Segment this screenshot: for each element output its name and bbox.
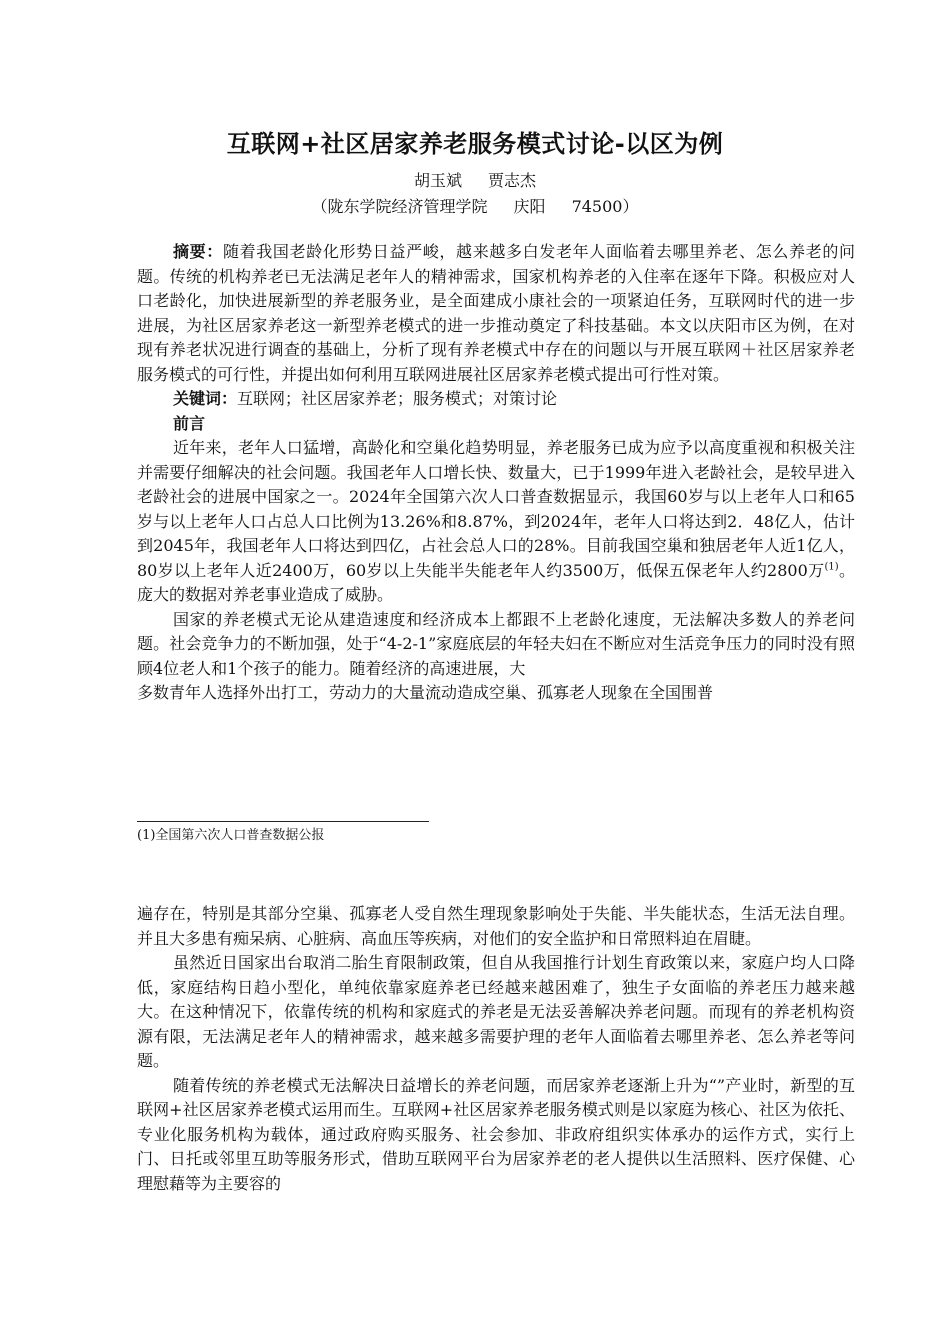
author-name: 胡玉斌 bbox=[413, 171, 462, 190]
keywords bbox=[137, 387, 855, 412]
keywords-text: 互联网；社区居家养老；服务模式；对策讨论 bbox=[237, 389, 558, 408]
affiliation-line: （陇东学院经济管理学院 庆阳 74500） bbox=[311, 197, 639, 216]
footnote-marker: (1) bbox=[824, 561, 839, 573]
abstract bbox=[137, 240, 855, 387]
footnote: (1)全国第六次人口普查数据公报 bbox=[137, 828, 325, 843]
affiliation-postcode: 74500 bbox=[571, 197, 623, 216]
paper-title: 互联网+社区居家养老服务模式讨论-以区为例 bbox=[226, 130, 724, 158]
paragraph-4: 随着传统的养老模式无法解决日益增长的养老问题，而居家养老逐渐上升为“”产业时，新型的互联网+社区居家养老模式运用而生。互联网+社区居家养老服务模式则是以家庭为核心、社区为依托、专业化服务机构为载体，通过政府购买服务、社会参加、非政府组织实体承办的运作方式，实行上门、日托或邻里互助等服务形式，借助互联网平台为居家养老的老人提供以生活照料、医疗保健、心理慰藉等为主要容的 bbox=[137, 1075, 855, 1193]
author-line bbox=[0, 168, 950, 191]
page-2-body bbox=[137, 902, 855, 1196]
abstract-text: 随着我国老龄化形势日益严峻，越来越多白发老年人面临着去哪里养老、怎么养老的问题。传统的机构养老已无法满足老年人的精神需求，国家机构养老的入住率在逐年下降。积极应对人口老龄化，加快进展新型的养老服务业，是全面建成小康社会的一项紧迫任务，互联网时代的进一步进展，为社区居家养老这一新型养老模式的进一步推动奠定了科技基础。本文以庆阳市区为例，在对现有养老状况进行调查的基础上，分析了现有养老模式中存在的问题以与开展互联网＋社区居家养老服务模式的可行性，并提出如何利用互联网进展社区居家养老模式提出可行性对策。 bbox=[137, 242, 855, 384]
preface-heading: 前言 bbox=[173, 413, 206, 433]
paragraph-2-line: 多数青年人选择外出打工，劳动力的大量流动造成空巢、孤寡老人现象在全国围普 bbox=[137, 683, 714, 702]
keywords-label: 关键词： bbox=[173, 389, 238, 408]
author-name: 贾志杰 bbox=[488, 171, 537, 190]
paragraph-1: 近年来，老年人口猛增，高龄化和空巢化趋势明显，养老服务已成为应予以高度重视和积极关注并需要仔细解决的社会问题。我国老年人口增长快、数量大，已于1999年进入老龄社会，是较早进入老龄社会的进展中国家之一。2024年全国第六次人口普查数据显示，我国60岁与以上老年人口和65岁与以上老年人口占总人口比例为13.26%和8.87%，到2024年，老年人口将达到2．48亿人，估计到2045年，我国老年人口将达到四亿，占社会总人口的28%。目前我国空巢和独居老年人近1亿人，80岁以上老年人近2400万，60岁以上失能半失能老年人约3500万，低保五保老年人约2800万$^{(1)}$。庞大的数据对养老事业造成了威胁。 bbox=[137, 438, 855, 604]
abstract-section bbox=[137, 240, 855, 706]
affiliation-institution: 陇东学院经济管理学院 bbox=[327, 197, 488, 216]
paragraph-3: 虽然近日国家出台取消二胎生育限制政策，但自从我国推行计划生育政策以来，家庭户均人口降低，家庭结构日趋小型化，单纯依靠家庭养老已经越来越困难了，独生子女面临的养老压力越来越大。在这种情况下，依靠传统的机构和家庭式的养老是无法妥善解决养老问题。而现有的养老机构资源有限，无法满足老年人的精神需求，越来越多需要护理的老年人面临着去哪里养老、怎么养老等问题。 bbox=[137, 953, 855, 1070]
affiliation-city: 庆阳 bbox=[513, 197, 546, 216]
abstract-label: 摘要： bbox=[173, 242, 223, 261]
paragraph-2: 国家的养老模式无论从建造速度和经济成本上都跟不上老龄化速度，无法解决多数人的养老问题。社会竞争力的不断加强，处于“4-2-1”家庭底层的年轻夫妇在不断应对生活竞争压力的同时没有照顾4位老人和1个孩子的能力。随着经济的高速进展，大 bbox=[137, 609, 855, 678]
paragraph-2-continued: 遍存在，特别是其部分空巢、孤寡老人受自然生理现象影响处于失能、半失能状态，生活无法自理。并且大多患有痴呆病、心脏病、高血压等疾病，对他们的安全监护和日常照料迫在眉睫。 bbox=[137, 904, 855, 948]
footnote-rule bbox=[137, 821, 429, 822]
